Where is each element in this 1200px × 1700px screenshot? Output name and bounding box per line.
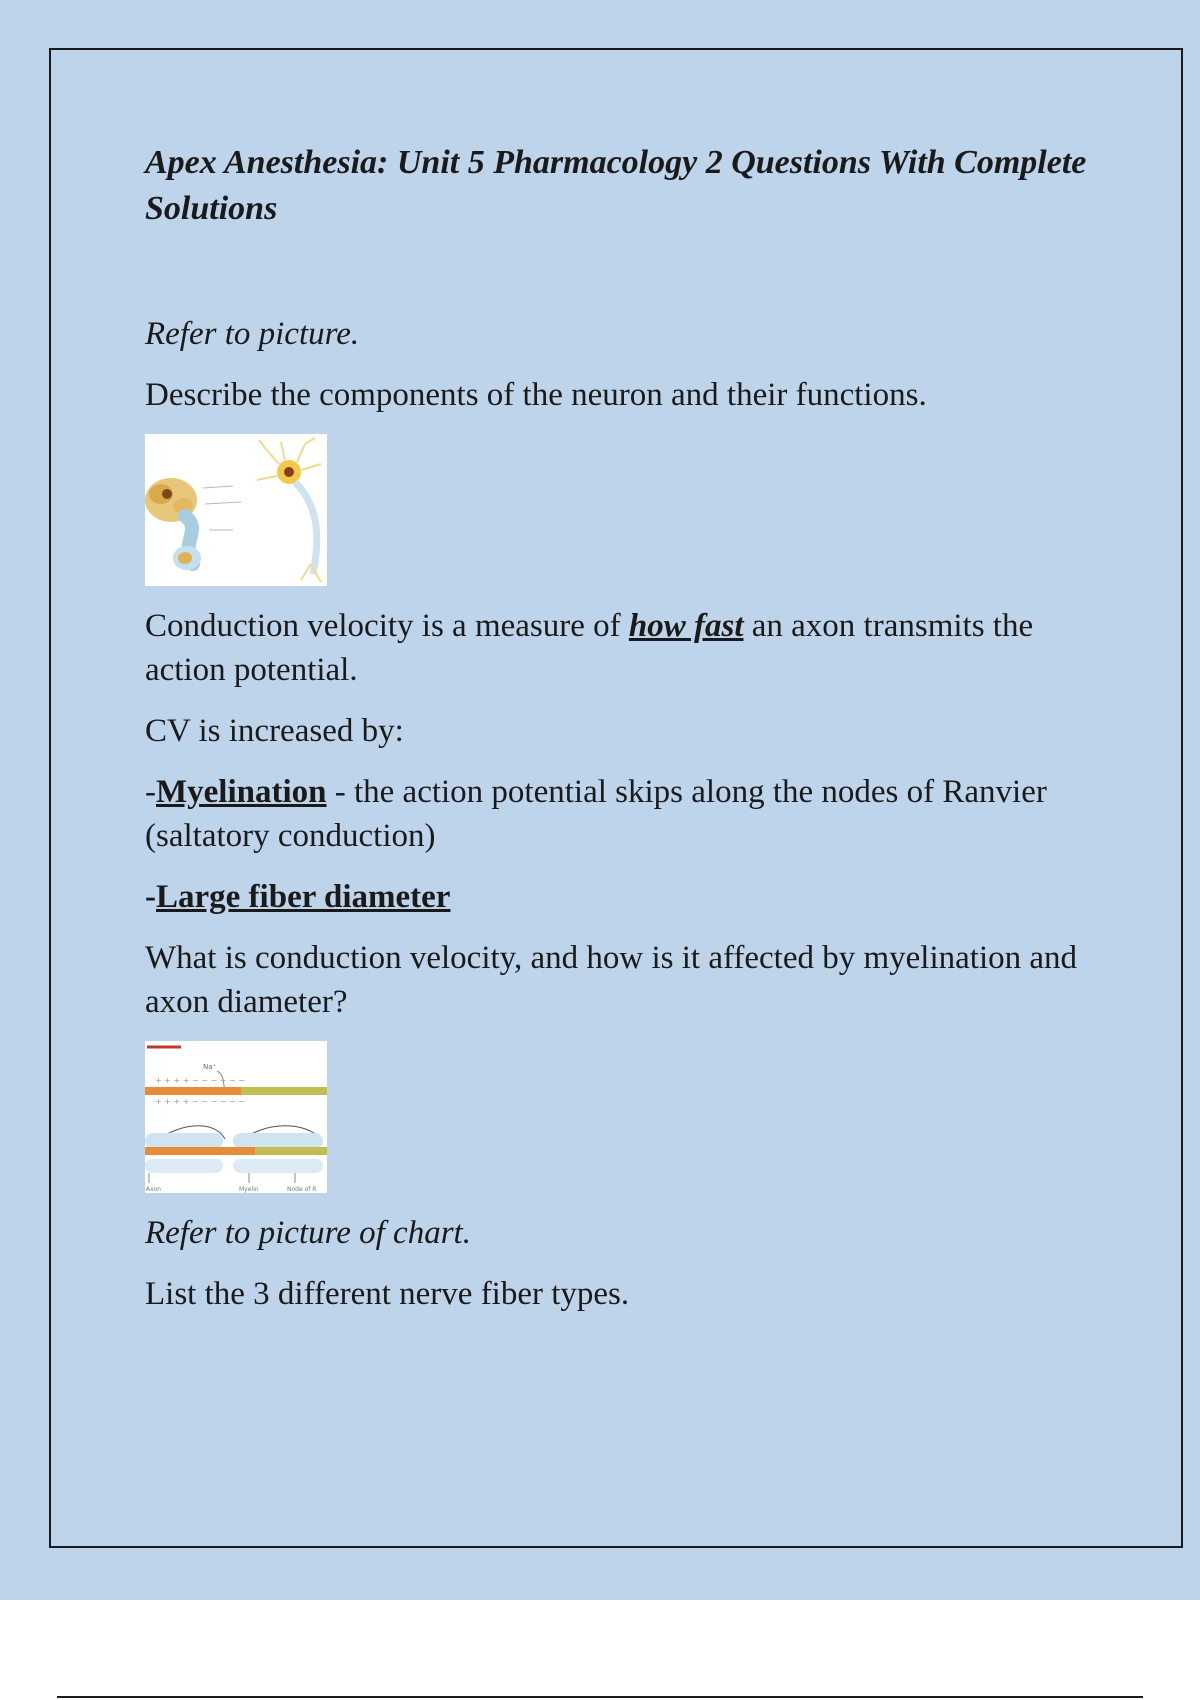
cv-item1-rest: - the action potential skips along the nodes of Ranvier (saltatory conduction) [145, 774, 1047, 854]
cv-text-after: an axon transmits the action potential. [145, 608, 1034, 688]
cv-increased-by: CV is increased by: [145, 713, 404, 749]
cv-item2-term: Large fiber diameter [156, 879, 451, 915]
cv-emphasis: how fast [628, 608, 744, 644]
footer-rule [57, 1696, 1143, 1698]
q1-question: Describe the components of the neuron and their functions. [145, 377, 927, 413]
cv-text-before: Conduction velocity is a measure of [145, 608, 629, 644]
q3-question: List the 3 different nerve fiber types. [145, 1276, 630, 1312]
myelin-label: Myelin [239, 1186, 259, 1193]
cv-item2-prefix: - [145, 879, 156, 915]
svg-text:+ + + + − − − − − −: + + + + − − − − − − [155, 1076, 245, 1085]
cv-item1-term: Myelination [156, 774, 327, 810]
saltatory-conduction-image [145, 1041, 327, 1193]
saltatory-conduction-diagram-icon [145, 1041, 327, 1193]
axon-label: Axon [146, 1186, 161, 1193]
cv-definition [145, 604, 1105, 692]
cv-question: What is conduction velocity, and how is it affected by myelination and axon diameter? [145, 940, 1078, 1020]
neuron-diagram-icon [145, 434, 327, 586]
q1-instruction: Refer to picture. [145, 316, 360, 352]
neuron-diagram-image [145, 434, 327, 586]
document-body [145, 140, 1105, 1333]
cv-item-myelination [145, 770, 1105, 858]
na-label: Na⁺ [203, 1063, 217, 1071]
q3-instruction: Refer to picture of chart. [145, 1215, 471, 1251]
cv-item1-prefix: - [145, 774, 156, 810]
cv-item-fiber-diameter [145, 875, 1105, 919]
svg-text:+ + + + − − − − − −: + + + + − − − − − − [155, 1097, 245, 1106]
document-title: Apex Anesthesia: Unit 5 Pharmacology 2 Questions With Complete Solutions [145, 144, 1087, 227]
node-label: Node of R [287, 1186, 317, 1193]
